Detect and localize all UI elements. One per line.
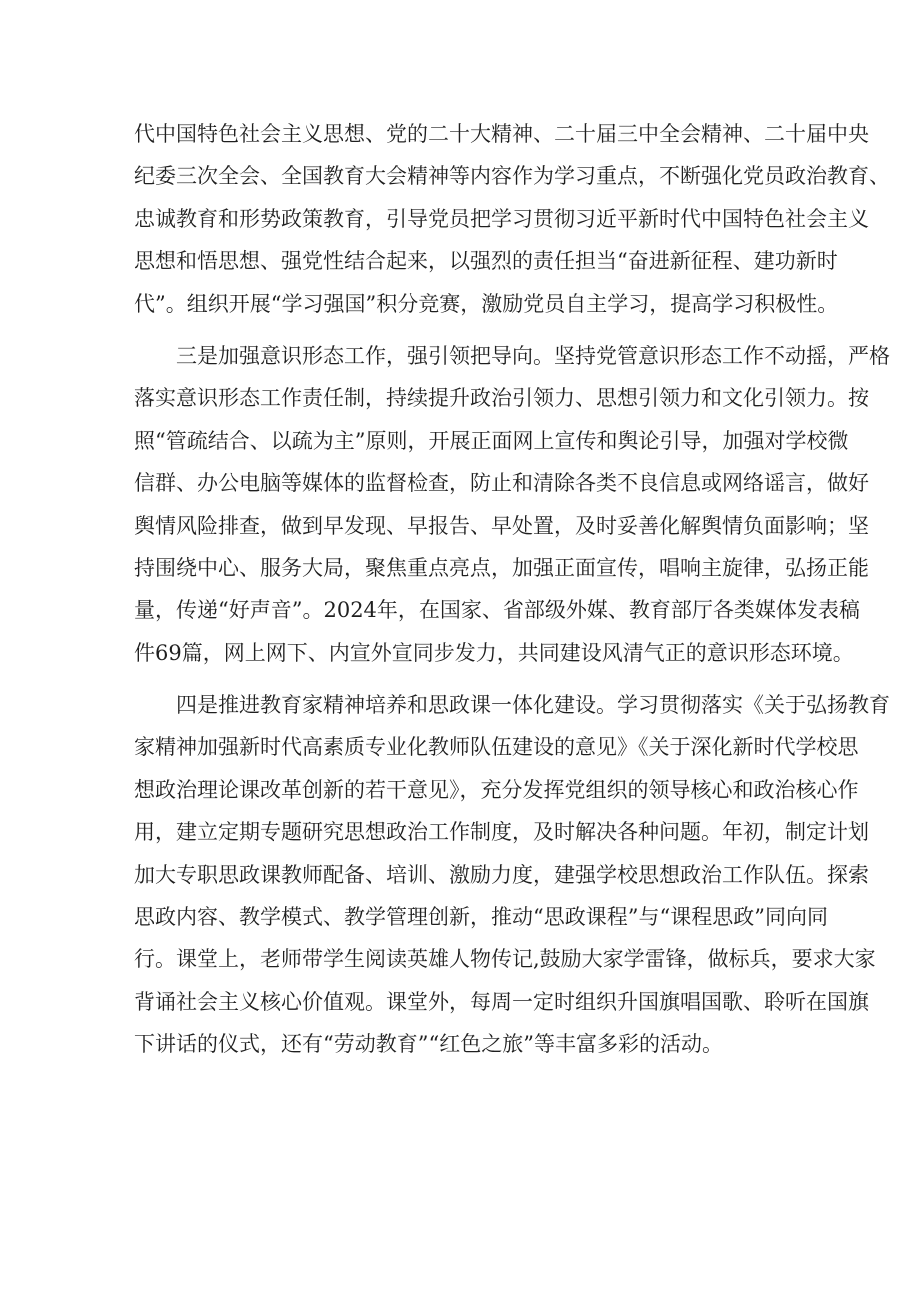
text-line: 忠诚教育和形势政策教育，引导党员把学习贯彻习近平新时代中国特色社会主义 xyxy=(134,206,869,231)
text-line: 代中国特色社会主义思想、党的二十大精神、二十届三中全会精神、二十届中央 xyxy=(134,122,869,146)
text-line: 三是加强意识形态工作，强引领把导向。坚持党管意识形态工作不动摇，严格 xyxy=(176,343,890,368)
document-body xyxy=(134,113,890,1066)
text-line: 舆情风险排查，做到早发现、早报告、早处置，及时妥善化解舆情负面影响；坚 xyxy=(134,513,869,538)
text-line: 代”。组织开展“学习强国”积分竞赛，激励党员自主学习，提高学习积极性。 xyxy=(134,291,839,316)
text-line: 量，传递“好声音”。2024年，在国家、省部级外媒、教育部厅各类媒体发表稿 xyxy=(134,598,860,623)
text-line: 下讲话的仪式，还有“劳动教育”“红色之旅”等丰富多彩的活动。 xyxy=(134,1032,723,1057)
text-line: 用，建立定期专题研究思想政治工作制度，及时解决各种问题。年初，制定计划 xyxy=(134,820,869,845)
text-line: 思政内容、教学模式、教学管理创新，推动“思政课程”与“课程思政”同向同 xyxy=(134,905,828,930)
text-line: 照“管疏结合、以疏为主”原则，开展正面网上宣传和舆论引导，加强对学校微 xyxy=(134,428,849,453)
text-line: 信群、办公电脑等媒体的监督检查，防止和清除各类不良信息或网络谣言，做好 xyxy=(134,471,869,496)
text-line: 家精神加强新时代高素质专业化教师队伍建设的意见》《关于深化新时代学校思 xyxy=(134,735,859,760)
text-line: 背诵社会主义核心价值观。课堂外，每周一定时组织升国旗唱国歌、聆听在国旗 xyxy=(134,989,869,1014)
text-line: 持围绕中心、服务大局，聚焦重点亮点，加强正面宣传，唱响主旋律，弘扬正能 xyxy=(134,555,869,580)
text-line: 四是推进教育家精神培养和思政课一体化建设。学习贯彻落实《关于弘扬教育 xyxy=(176,693,890,718)
text-line: 落实意识形态工作责任制，持续提升政治引领力、思想引领力和文化引领力。按 xyxy=(134,386,869,411)
paragraph-party-study xyxy=(134,113,890,325)
text-line: 想政治理论课改革创新的若干意见》，充分发挥党组织的领导核心和政治核心作 xyxy=(134,777,859,802)
text-line: 件69篇，网上网下、内宣外宣同步发力，共同建设风清气正的意识形态环境。 xyxy=(134,640,854,665)
text-line: 思想和悟思想、强党性结合起来，以强烈的责任担当“奋进新征程、建功新时 xyxy=(134,249,838,274)
paragraph-educator-spirit xyxy=(134,684,890,1066)
text-line: 纪委三次全会、全国教育大会精神等内容作为学习重点，不断强化党员政治教育、 xyxy=(134,164,890,189)
paragraph-ideology-work xyxy=(134,335,890,674)
text-line: 加大专职思政课教师配备、培训、激励力度，建强学校思想政治工作队伍。探索 xyxy=(134,862,869,887)
text-line: 行。课堂上，老师带学生阅读英雄人物传记,鼓励大家学雷锋，做标兵，要求大家 xyxy=(134,947,876,972)
